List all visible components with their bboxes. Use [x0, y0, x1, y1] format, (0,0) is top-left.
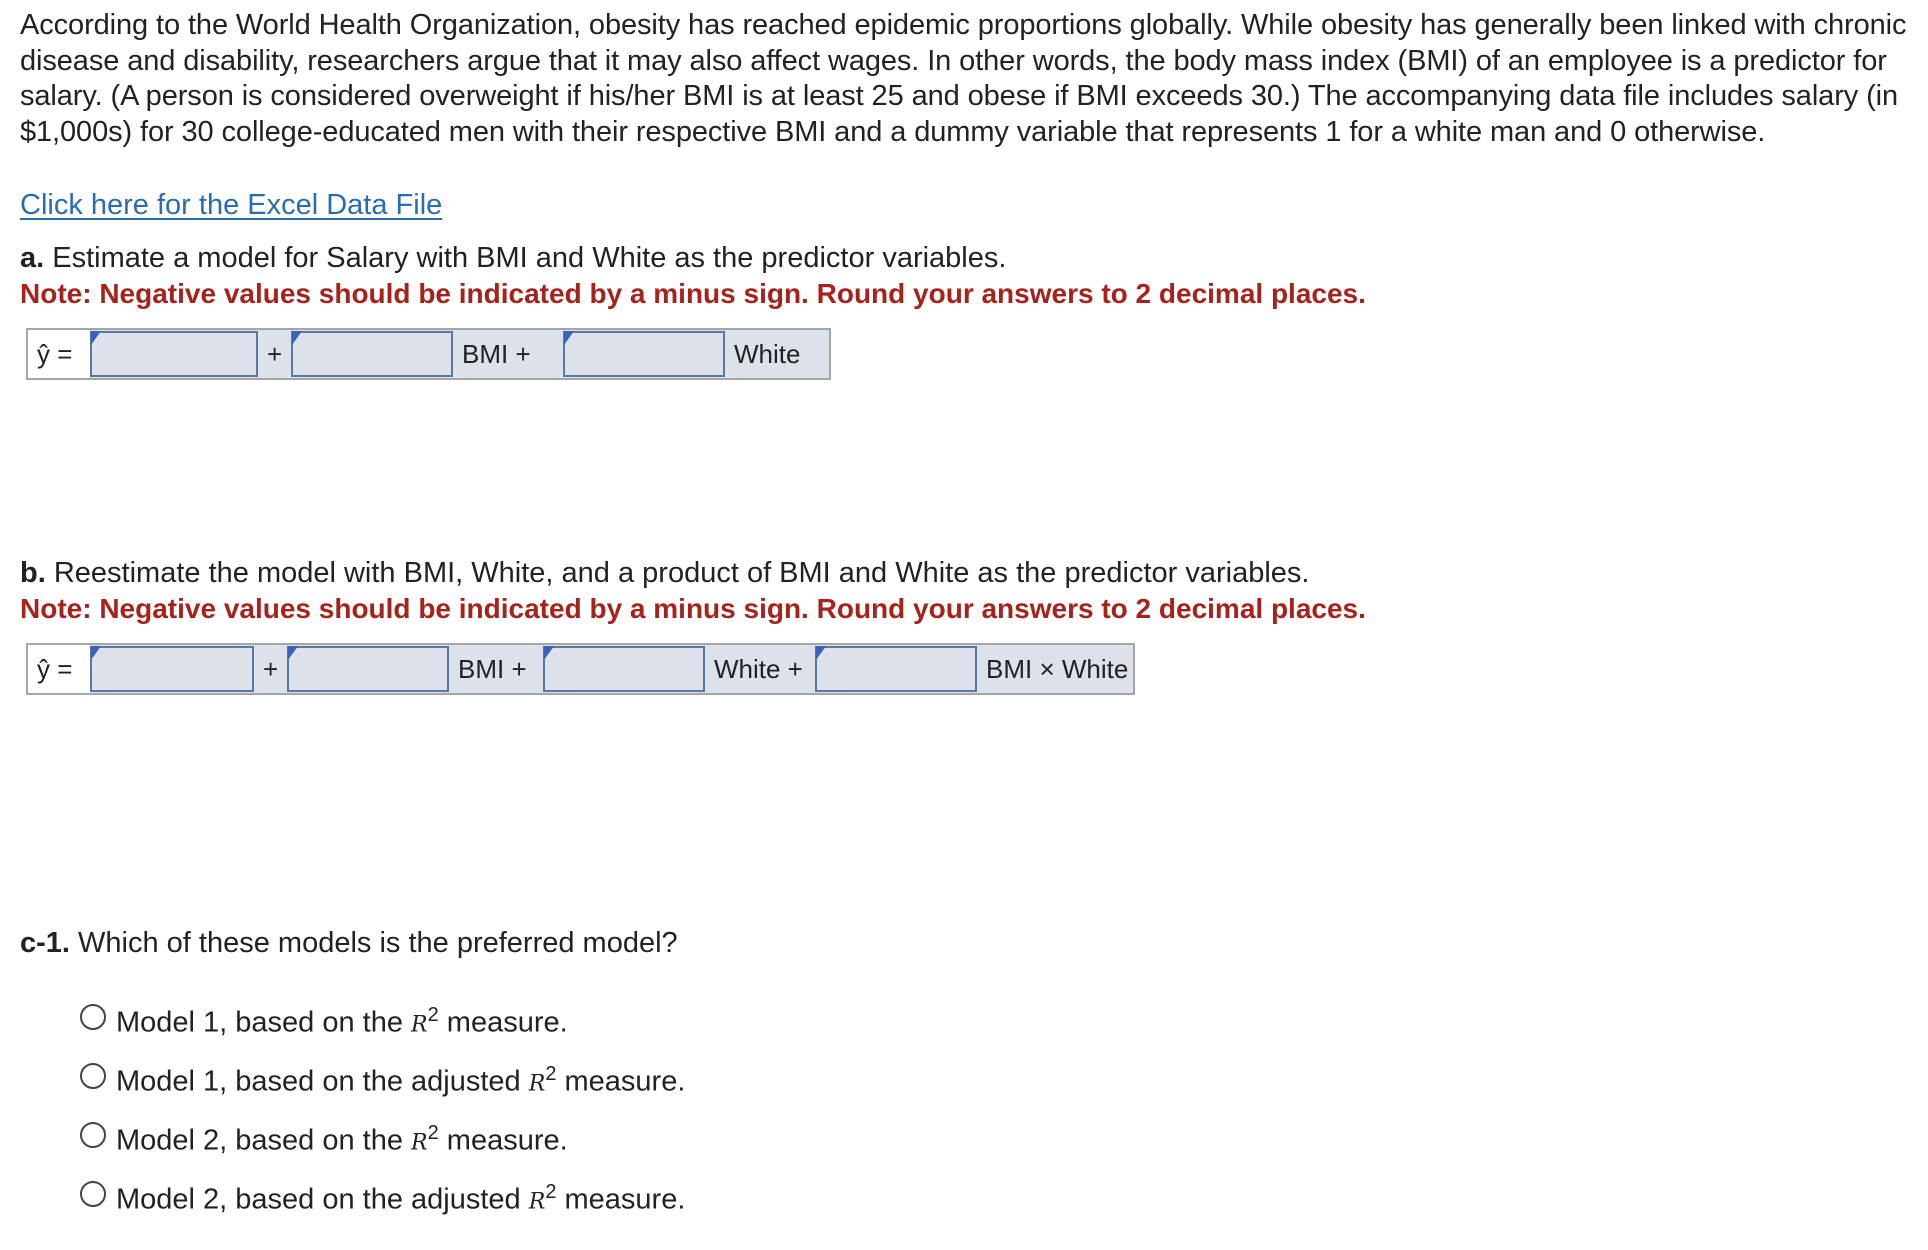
part-a [20, 240, 1366, 380]
option-model1-adjusted-r2[interactable] [80, 1051, 685, 1110]
part-b-interaction-coef-input[interactable] [815, 646, 977, 692]
part-a-white-coef-input[interactable] [563, 331, 725, 377]
option-text: Model 1, based on the adjusted $R^2$ measure. [116, 1062, 686, 1098]
question-page [20, 8, 1910, 222]
part-a-prompt-text: Estimate a model for Salary with BMI and White as the predictor variables. [52, 242, 1007, 274]
part-b-intercept-input[interactable] [90, 646, 254, 692]
part-b-interaction-coef-wrap [815, 645, 977, 693]
part-a-bmi-coef-input[interactable] [291, 331, 453, 377]
yhat-label: ŷ = [28, 645, 90, 693]
part-a-prompt [20, 240, 1366, 276]
part-a-letter: a. [20, 242, 45, 274]
radio-button[interactable] [80, 1004, 106, 1030]
plus-label: + [263, 653, 279, 684]
part-b-white-coef-input[interactable] [543, 646, 705, 692]
bmi-term-label: BMI + [458, 653, 527, 684]
part-b-intercept-wrap [90, 645, 254, 693]
bmi-term-label: BMI + [462, 338, 531, 369]
option-text: Model 1, based on the $R^2$ measure. [116, 1003, 568, 1039]
part-b-equation [26, 643, 1135, 695]
part-c1 [20, 925, 678, 961]
option-text: Model 2, based on the adjusted $R^2$ measure. [116, 1180, 686, 1216]
part-b-bmi-coef-wrap [287, 645, 449, 693]
part-b-white-coef-wrap [543, 645, 705, 693]
part-a-intercept-wrap [90, 330, 258, 378]
option-model2-r2[interactable] [80, 1110, 685, 1169]
white-term-label: White [734, 338, 801, 369]
part-a-bmi-coef-wrap [291, 330, 453, 378]
part-a-white-coef-wrap [563, 330, 725, 378]
radio-button[interactable] [80, 1181, 106, 1207]
intro-paragraph: According to the World Health Organization, obesity has reached epidemic proportions globally. While obesity has generally been linked with chronic disease and disability, researchers argue that it may also affect wages. In other words, the body mass index (BMI) of an employee is a predictor for salary. (A person is considered overweight if his/her BMI is at least 25 and obese if BMI exceeds 30.) The accompanying data file includes salary (in $1,000s) for 30 college-educated men with their respective BMI and a dummy variable that represents 1 for a white man and 0 otherwise. [20, 9, 1907, 148]
part-c1-letter: c-1. [20, 927, 70, 959]
part-a-equation [26, 328, 831, 380]
yhat-label: ŷ = [28, 330, 90, 378]
plus-label: + [267, 338, 283, 369]
part-b-note: Note: Negative values should be indicated by a minus sign. Round your answers to 2 decimal places. [20, 593, 1366, 624]
part-a-note: Note: Negative values should be indicated by a minus sign. Round your answers to 2 decimal places. [20, 278, 1366, 309]
part-c1-options [80, 992, 685, 1228]
white-term-label: White + [714, 653, 803, 684]
part-b-prompt [20, 555, 1366, 591]
excel-data-file-link[interactable]: Click here for the Excel Data File [20, 189, 443, 221]
radio-button[interactable] [80, 1063, 106, 1089]
option-text: Model 2, based on the $R^2$ measure. [116, 1121, 568, 1157]
part-b-letter: b. [20, 557, 46, 589]
part-b-prompt-text: Reestimate the model with BMI, White, and a product of BMI and White as the predictor variables. [53, 557, 1310, 589]
part-a-intercept-input[interactable] [90, 331, 258, 377]
part-b-bmi-coef-input[interactable] [287, 646, 449, 692]
part-b [20, 555, 1366, 695]
part-c1-prompt [20, 925, 678, 961]
option-model1-r2[interactable] [80, 992, 685, 1051]
option-model2-adjusted-r2[interactable] [80, 1169, 685, 1228]
interaction-term-label: BMI × White [986, 653, 1129, 684]
radio-button[interactable] [80, 1122, 106, 1148]
part-c1-prompt-text: Which of these models is the preferred model? [78, 927, 678, 959]
